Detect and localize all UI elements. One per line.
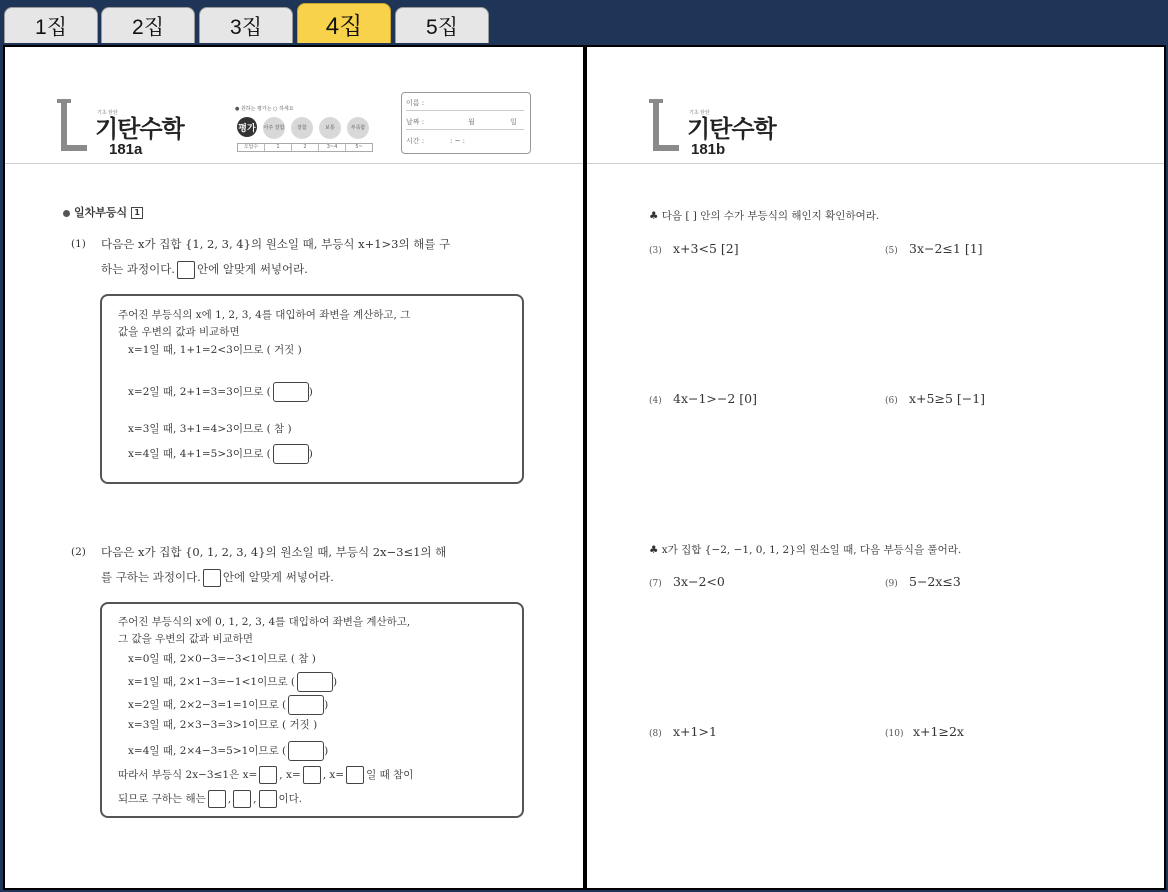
worksheet-code: 181a	[109, 141, 143, 158]
tab-1[interactable]: 1집	[4, 7, 98, 43]
problem-expression: 3x−2<0	[673, 574, 725, 589]
conclusion-text: 이다.	[278, 793, 303, 805]
q1-row-1: x=1일 때, 1+1=2<3이므로 ( 거짓 )	[128, 344, 302, 356]
brand-logo: 기탄수학	[95, 115, 184, 143]
q1-row-3: x=3일 때, 3+1=4>3이므로 ( 참 )	[128, 423, 292, 435]
q1-intro-line2: 값을 우변의 값과 비교하면	[118, 326, 240, 338]
answer-blank[interactable]	[346, 766, 364, 784]
q1-number: (1)	[71, 238, 86, 250]
section-title-text: 일차부등식	[74, 206, 128, 219]
score-cell: 5~	[355, 144, 363, 150]
q1-line2-text: 하는 과정이다.	[101, 262, 175, 276]
q2-conclusion-line1	[118, 766, 413, 784]
badge-poor[interactable]: 부족함	[347, 117, 369, 139]
answer-blank[interactable]	[288, 695, 324, 715]
problem-item	[649, 391, 757, 406]
time-field[interactable]	[406, 134, 524, 148]
problem-expression: x+1>1	[673, 724, 717, 739]
q1-row-4: x=4일 때, 4+1=5>3이므로 ( )	[128, 444, 313, 464]
problem-number: (6)	[885, 396, 898, 406]
page-header	[587, 47, 1164, 164]
problem-item	[885, 574, 961, 589]
problem-expression: 5−2x≤3	[909, 574, 961, 589]
problem-item	[885, 241, 983, 256]
answer-blank[interactable]	[297, 672, 333, 692]
tab-5[interactable]: 5집	[395, 7, 489, 43]
problem-expression: x+5≥5 [−1]	[909, 391, 986, 406]
evaluation-score-row	[237, 143, 373, 152]
answer-blank[interactable]	[259, 790, 277, 808]
score-cell: 2	[292, 144, 319, 151]
problem-item	[649, 724, 717, 739]
conclusion-text: 일 때 참이	[366, 769, 414, 781]
student-info-box	[401, 92, 531, 154]
q1-line1: 다음은 x가 집합 {1, 2, 3, 4}의 원소일 때, 부등식 x+1>3의 해를 구	[101, 237, 451, 251]
q1-work-box	[100, 294, 524, 484]
time-label: 시간 :	[406, 137, 425, 145]
q1-line2	[101, 261, 308, 279]
brand-subtitle: 기초 탄탄	[689, 110, 710, 116]
day-label: 일	[510, 118, 517, 126]
score-cell: 3~4	[319, 144, 346, 151]
q2-line2	[101, 569, 334, 587]
brand-subtitle: 기초 탄탄	[97, 110, 118, 116]
instruction-1: ♣ 다음 [ ] 안의 수가 부등식의 해인지 확인하여라.	[649, 210, 880, 222]
brand-logo: 기탄수학	[687, 115, 776, 143]
q1-row-2-text: x=2일 때, 2+1=3=3이므로 (	[128, 386, 271, 398]
badge-good[interactable]: 잘함	[291, 117, 313, 139]
problem-item	[885, 724, 964, 739]
instruction-blank-icon	[203, 569, 221, 587]
conclusion-text: , x=	[322, 769, 345, 781]
q2-conclusion-line2: 되므로 구하는 해는 , , 이다.	[118, 790, 302, 808]
section-number-badge: 1	[131, 207, 143, 219]
score-cell: 오답수	[238, 144, 265, 151]
problem-number: (5)	[885, 246, 898, 256]
problem-number: (8)	[649, 729, 662, 739]
evaluation-label: 평가	[237, 117, 257, 137]
worksheet-page-right	[585, 45, 1166, 890]
date-field[interactable]	[406, 115, 524, 130]
problem-expression: 4x−1>−2 [0]	[673, 391, 758, 406]
badge-average[interactable]: 보통	[319, 117, 341, 139]
answer-blank[interactable]	[273, 382, 309, 402]
problem-item	[885, 391, 985, 406]
conclusion-text: , x=	[279, 769, 301, 781]
answer-blank[interactable]	[208, 790, 226, 808]
bullet-icon	[63, 210, 70, 217]
tab-4[interactable]: 4집	[297, 3, 391, 43]
q2-row-2-text: x=1일 때, 2×1−3=−1<1이므로 (	[128, 676, 295, 688]
page-header	[5, 47, 583, 164]
q2-line1: 다음은 x가 집합 {0, 1, 2, 3, 4}의 원소일 때, 부등식 2x−3≤1의 해	[101, 545, 447, 559]
q1-row-2: x=2일 때, 2+1=3=3이므로 ( )	[128, 382, 313, 402]
problem-expression: 3x−2≤1 [1]	[909, 241, 983, 256]
instruction-2: ♣ x가 집합 {−2, −1, 0, 1, 2}의 원소일 때, 다음 부등식을 풀어라.	[649, 544, 962, 556]
problem-expression: x+3<5 [2]	[673, 241, 739, 256]
worksheet-page-left	[3, 45, 585, 890]
conclusion-text: 되므로 구하는 해는	[118, 793, 206, 805]
q1-line2-tail: 안에 알맞게 써넣어라.	[196, 262, 308, 276]
logo-mark-icon	[649, 99, 675, 151]
month-label: 월	[468, 118, 475, 126]
q2-row-3: x=2일 때, 2×2−3=1=1이므로 ( )	[128, 695, 328, 715]
q2-number: (2)	[71, 546, 86, 558]
q2-work-box	[100, 602, 524, 818]
problem-number: (10)	[885, 729, 904, 739]
q2-row-2: x=1일 때, 2×1−3=−1<1이므로 ( )	[128, 672, 337, 692]
answer-blank[interactable]	[288, 741, 324, 761]
instruction-blank-icon	[177, 261, 195, 279]
q2-line2-text: 를 구하는 과정이다.	[101, 570, 201, 584]
tab-2[interactable]: 2집	[101, 7, 195, 43]
time-separator: : ~ :	[450, 137, 466, 145]
logo-mark-icon	[57, 99, 83, 151]
answer-blank[interactable]	[259, 766, 277, 784]
problem-expression: x+1≥2x	[913, 724, 964, 739]
score-cell: 1	[265, 144, 292, 151]
date-label: 날짜 :	[406, 118, 425, 126]
answer-blank[interactable]	[303, 766, 321, 784]
badge-excellent[interactable]: 아주 잘함	[263, 117, 285, 139]
problem-number: (7)	[649, 579, 662, 589]
problem-number: (9)	[885, 579, 898, 589]
conclusion-text: 따라서 부등식 2x−3≤1은 x=	[118, 769, 258, 781]
q2-row-3-text: x=2일 때, 2×2−3=1=1이므로 (	[128, 699, 287, 711]
name-field[interactable]: 이름 :	[406, 96, 524, 111]
q2-row-5-text: x=4일 때, 2×4−3=5>1이므로 (	[128, 745, 287, 757]
problem-number: (4)	[649, 396, 662, 406]
problem-number: (3)	[649, 246, 662, 256]
q1-row-4-text: x=4일 때, 4+1=5>3이므로 (	[128, 448, 271, 460]
worksheet-code: 181b	[691, 141, 726, 158]
q2-row-1: x=0일 때, 2×0−3=−3<1이므로 ( 참 )	[128, 653, 316, 665]
answer-blank[interactable]	[273, 444, 309, 464]
q2-line2-tail: 안에 알맞게 써넣어라.	[222, 570, 334, 584]
evaluation-panel	[235, 105, 375, 155]
answer-blank[interactable]	[233, 790, 251, 808]
tab-bar	[0, 0, 1168, 44]
problem-item	[649, 574, 725, 589]
q2-intro-line1: 주어진 부등식의 x에 0, 1, 2, 3, 4를 대입하여 좌변을 계산하고,	[118, 616, 411, 628]
section-title	[63, 206, 143, 220]
q2-row-4: x=3일 때, 2×3−3=3>1이므로 ( 거짓 )	[128, 719, 318, 731]
q1-intro-line1: 주어진 부등식의 x에 1, 2, 3, 4를 대입하여 좌변을 계산하고, 그	[118, 309, 411, 321]
tab-3[interactable]: 3집	[199, 7, 293, 43]
problem-item	[649, 241, 739, 256]
q2-row-5: x=4일 때, 2×4−3=5>1이므로 ( )	[128, 741, 328, 761]
q2-intro-line2: 그 값을 우변의 값과 비교하면	[118, 633, 254, 645]
evaluation-title: ● 원하는 평가는 ○ 하세요	[235, 106, 294, 112]
